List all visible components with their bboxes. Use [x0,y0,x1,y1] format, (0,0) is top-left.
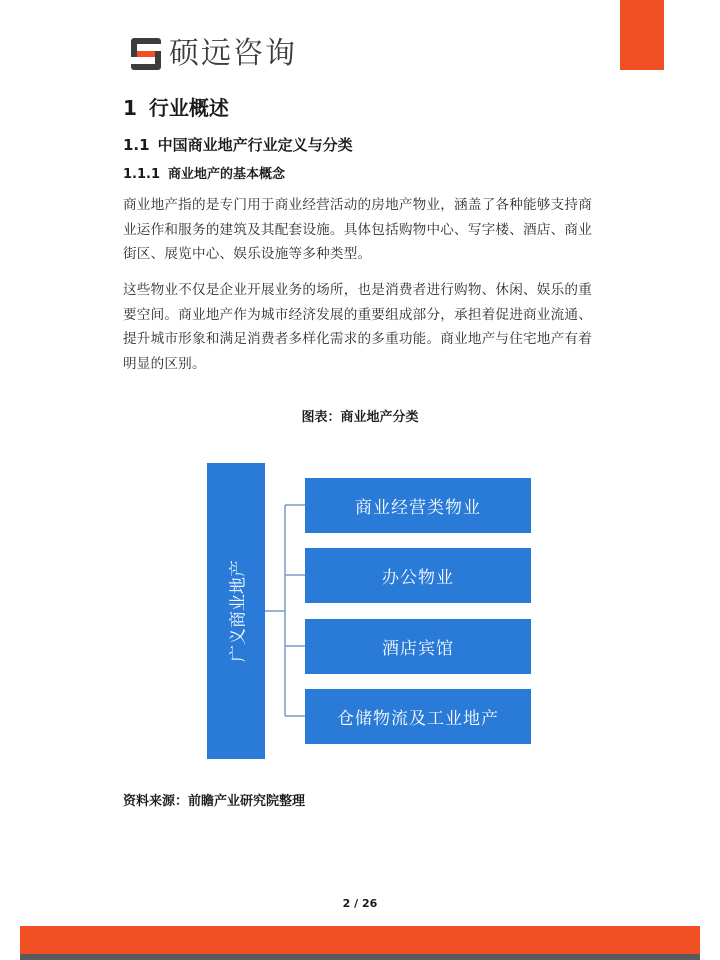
diagram-category-node: 仓储物流及工业地产 [305,689,531,744]
section-title: 行业概述 [148,96,229,120]
body-paragraph: 商业地产指的是专门用于商业经营活动的房地产物业，涵盖了各种能够支持商业运作和服务的建筑及其配套设施。具体包括购物中心、写字楼、酒店、商业街区、展览中心、娱乐设施等多种类型。 [123,197,592,262]
diagram-root-label: 广义商业地产 [228,560,249,662]
brand-logo [131,34,297,74]
figure-caption: 图表：商业地产分类 [301,410,419,425]
subsubsection-number: 1.1.1 [123,167,161,182]
body-paragraph: 这些物业不仅是企业开展业务的场所，也是消费者进行购物、休闲、娱乐的重要空间。商业地产作为城市经济发展的重要组成部分，承担着促进商业流通、提升城市形象和满足消费者多样化需求的多重功能。商业地产与住宅地产有着明显的区别。 [123,282,592,372]
subsection-number: 1.1 [123,136,150,154]
header-accent-tab [620,0,664,70]
subsubsection-heading [123,165,285,185]
section-number: 1 [123,96,137,120]
logo-icon [131,38,161,70]
page-number: 2 / 26 [342,897,378,910]
subsection-heading [123,134,353,156]
section-heading [123,94,229,122]
classification-diagram [200,458,540,768]
footer-divider [20,954,700,960]
diagram-category-node: 商业经营类物业 [305,478,531,533]
diagram-category-node: 办公物业 [305,548,531,603]
diagram-category-node: 酒店宾馆 [305,619,531,674]
brand-name: 硕远咨询 [169,36,297,71]
subsection-title: 中国商业地产行业定义与分类 [157,136,353,154]
subsubsection-title: 商业地产的基本概念 [168,167,286,182]
footer-accent-bar [20,926,700,954]
source-note: 资料来源：前瞻产业研究院整理 [123,794,306,809]
